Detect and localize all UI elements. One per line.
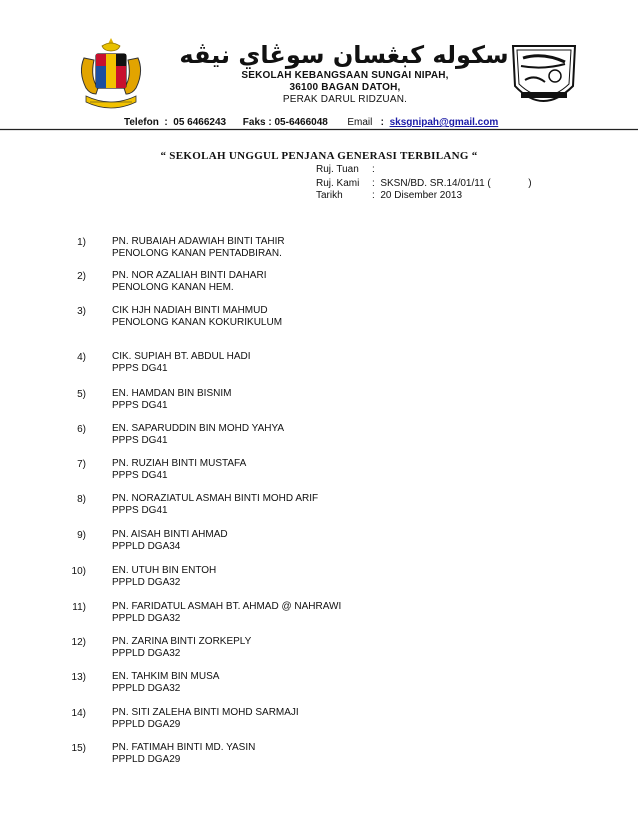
header-divider	[0, 128, 638, 132]
coat-of-arms-logo	[76, 36, 146, 112]
list-item-number: 8)	[77, 494, 86, 505]
list-item	[112, 565, 216, 589]
list-item-number: 6)	[77, 424, 86, 435]
recipient-name: PN. NOR AZALIAH BINTI DAHARI	[112, 270, 267, 281]
list-item	[112, 671, 219, 695]
ruj-kami-close: )	[528, 178, 532, 189]
list-item	[112, 236, 285, 260]
list-item-number: 10)	[71, 566, 86, 577]
telefon-value: 05 6466243	[173, 117, 227, 128]
list-item-number: 2)	[77, 271, 86, 282]
ruj-kami-value: SKSN/BD. SR.14/01/11 (	[380, 178, 491, 189]
tarikh-value: 20 Disember 2013	[380, 190, 463, 201]
list-item	[112, 601, 341, 625]
recipient-title: PPPS DG41	[112, 400, 168, 411]
list-item	[112, 636, 251, 660]
recipient-title: PPPLD DGA34	[112, 541, 181, 552]
recipient-title: PENOLONG KANAN HEM.	[112, 282, 234, 293]
recipient-name: CIK. SUPIAH BT. ABDUL HADI	[112, 351, 251, 362]
recipient-title: PPPS DG41	[112, 363, 168, 374]
list-item	[112, 458, 246, 482]
recipient-title: PENOLONG KANAN PENTADBIRAN.	[112, 248, 282, 259]
contact-line: Telefon : 05 6466243 Faks : 05-6466048 Email : sksgnipah@gmail.com	[124, 117, 499, 128]
recipient-name: PN. RUZIAH BINTI MUSTAFA	[112, 458, 247, 469]
recipient-title: PPPS DG41	[112, 435, 168, 446]
email-link[interactable]: sksgnipah@gmail.com	[389, 117, 499, 128]
tarikh-row: Tarikh : 20 Disember 2013	[316, 190, 463, 201]
list-item	[112, 388, 231, 412]
recipient-name: PN. NORAZIATUL ASMAH BINTI MOHD ARIF	[112, 493, 319, 504]
recipient-name: PN. ZARINA BINTI ZORKEPLY	[112, 636, 252, 647]
list-item-number: 14)	[71, 708, 86, 719]
list-item-number: 7)	[77, 459, 86, 470]
recipient-title: PPPLD DGA32	[112, 613, 181, 624]
recipient-title: PPPS DG41	[112, 470, 168, 481]
recipient-title: PPPLD DGA32	[112, 577, 181, 588]
school-address-line2: 36100 BAGAN DATOH,	[289, 82, 401, 93]
list-item	[112, 305, 282, 329]
list-item	[112, 351, 251, 375]
svg-text:سكوله كبڠسان سوڠاي نيڤه: سكوله كبڠسان سوڠاي نيڤه	[179, 41, 509, 69]
recipient-name: PN. FATIMAH BINTI MD. YASIN	[112, 742, 256, 753]
recipient-name: EN. UTUH BIN ENTOH	[112, 565, 217, 576]
school-address-line3: PERAK DARUL RIDZUAN.	[282, 94, 408, 105]
school-address-line1: SEKOLAH KEBANGSAAN SUNGAI NIPAH,	[241, 70, 449, 81]
recipient-name: PN. FARIDATUL ASMAH BT. AHMAD @ NAHRAWI	[112, 601, 342, 612]
list-item-number: 15)	[71, 743, 86, 754]
recipient-title: PPPLD DGA32	[112, 648, 181, 659]
tarikh-label: Tarikh	[316, 190, 343, 201]
jawi-school-name-logo	[172, 40, 517, 70]
list-item-number: 9)	[77, 530, 86, 541]
recipient-name: CIK HJH NADIAH BINTI MAHMUD	[112, 305, 268, 316]
recipient-title: PPPLD DGA29	[112, 719, 181, 730]
email-label: Email	[347, 117, 373, 128]
recipient-name: EN. TAHKIM BIN MUSA	[112, 671, 220, 682]
list-item	[112, 529, 228, 553]
ruj-tuan-row: Ruj. Tuan :	[316, 164, 378, 175]
recipient-title: PPPS DG41	[112, 505, 168, 516]
list-item-number: 13)	[71, 672, 86, 683]
list-item-number: 12)	[71, 637, 86, 648]
recipient-name: PN. RUBAIAH ADAWIAH BINTI TAHIR	[112, 236, 285, 247]
list-item	[112, 423, 284, 447]
list-item-number: 1)	[77, 237, 86, 248]
list-item-number: 5)	[77, 389, 86, 400]
ruj-kami-label: Ruj. Kami	[316, 178, 360, 189]
recipient-name: PN. AISAH BINTI AHMAD	[112, 529, 228, 540]
list-item-number: 11)	[72, 602, 86, 613]
recipient-title: PPPLD DGA32	[112, 683, 181, 694]
faks-value: 05-6466048	[274, 117, 328, 128]
faks-label: Faks :	[242, 117, 272, 128]
recipient-name: EN. HAMDAN BIN BISNIM	[112, 388, 232, 399]
ruj-tuan-label: Ruj. Tuan	[316, 164, 359, 175]
ruj-kami-row: Ruj. Kami : SKSN/BD. SR.14/01/11 ( )	[316, 178, 532, 189]
recipient-title: PENOLONG KANAN KOKURIKULUM	[112, 317, 283, 328]
recipient-name: EN. SAPARUDDIN BIN MOHD YAHYA	[112, 423, 285, 434]
recipient-name: PN. SITI ZALEHA BINTI MOHD SARMAJI	[112, 707, 299, 718]
list-item	[112, 742, 255, 766]
telefon-label: Telefon	[124, 117, 159, 128]
list-item-number: 3)	[77, 306, 86, 317]
list-item	[112, 707, 299, 731]
list-item	[112, 493, 318, 517]
list-item	[112, 270, 266, 294]
list-item-number: 4)	[77, 352, 86, 363]
school-motto: “ SEKOLAH UNGGUL PENJANA GENERASI TERBILANG “	[160, 150, 478, 162]
recipient-title: PPPLD DGA29	[112, 754, 181, 765]
school-badge-logo	[509, 40, 579, 112]
